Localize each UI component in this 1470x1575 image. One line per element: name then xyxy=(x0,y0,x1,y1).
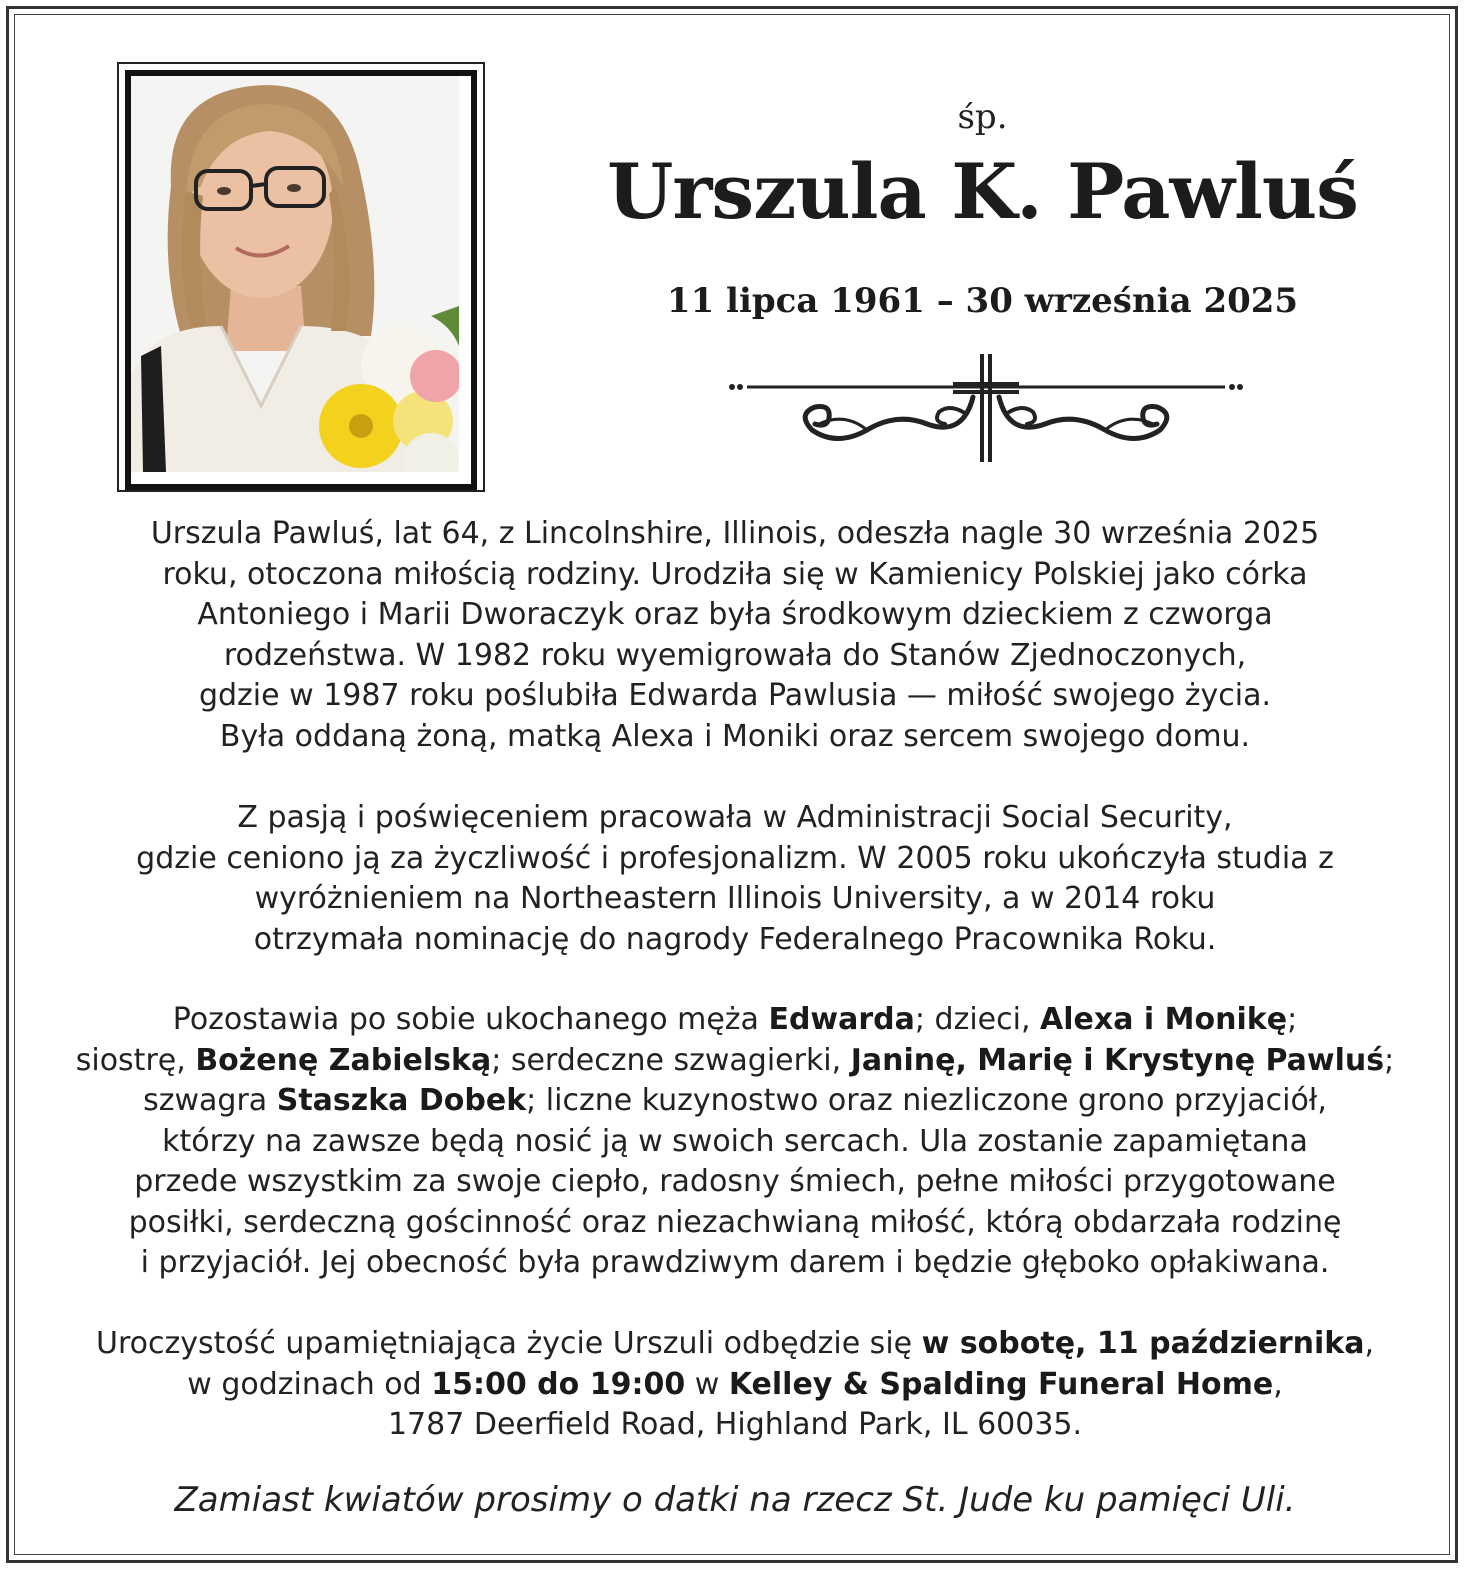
family-name-brother-in-law: Staszka Dobek xyxy=(276,1083,527,1118)
cross-scroll-ornament-icon xyxy=(727,352,1245,464)
bio-line: Urszula Pawluś, lat 64, z Lincolnshire, Illinois, odeszła nagle 30 września 2025 xyxy=(150,516,1320,551)
family-text: ; xyxy=(1287,1002,1298,1037)
life-dates: 11 lipca 1961 – 30 września 2025 xyxy=(666,281,1299,321)
career-line: Z pasją i poświęceniem pracowała w Administracji Social Security, xyxy=(237,800,1233,835)
portrait-frame xyxy=(117,62,485,492)
header xyxy=(500,95,1465,321)
family-text: szwagra xyxy=(143,1083,277,1118)
service-time: 15:00 do 19:00 xyxy=(431,1366,686,1402)
career-line: gdzie ceniono ją za życzliwość i profesjonalizm. W 2005 roku ukończyła studia z xyxy=(136,840,1334,876)
family-line: posiłki, serdeczną gościnność oraz niezachwianą miłość, którą obdarzała rodzinę xyxy=(128,1204,1342,1240)
memorial-prefix: śp. xyxy=(957,97,1008,137)
portrait-photo xyxy=(125,70,477,490)
service-text: w xyxy=(685,1366,729,1402)
bio-line: rodzeństwa. W 1982 roku wyemigrowała do Stanów Zjednoczonych, xyxy=(223,637,1247,673)
career-line: otrzymała nominację do nagrody Federalnego Pracownika Roku. xyxy=(253,921,1217,957)
bio-line: roku, otoczona miłością rodziny. Urodziła się w Kamienicy Polskiej jako córka xyxy=(162,556,1308,592)
service-address: 1787 Deerfield Road, Highland Park, IL 60035. xyxy=(387,1407,1083,1442)
family-name-children: Alexa i Monikę xyxy=(1040,1002,1288,1037)
family-name-husband: Edwarda xyxy=(768,1002,915,1037)
deceased-name: Urszula K. Pawluś xyxy=(607,147,1358,236)
biography-paragraph xyxy=(40,514,1430,757)
career-line: wyróżnieniem na Northeastern Illinois University, a w 2014 roku xyxy=(254,881,1216,916)
portrait-illustration xyxy=(131,76,459,472)
family-text: ; liczne kuzynostwo oraz niezliczone grono przyjaciół, xyxy=(526,1083,1327,1118)
family-name-sisters-in-law: Janinę, Marię i Krystynę Pawluś xyxy=(850,1042,1385,1078)
service-text: , xyxy=(1364,1326,1375,1361)
family-line: i przyjaciół. Jej obecność była prawdziwym darem i będzie głęboko opłakiwana. xyxy=(140,1245,1330,1280)
career-paragraph xyxy=(40,798,1430,960)
family-text: siostrę, xyxy=(75,1042,196,1078)
service-paragraph xyxy=(40,1324,1430,1446)
bio-line: Antoniego i Marii Dworaczyk oraz była środkowym dzieckiem z czworga xyxy=(197,597,1273,632)
family-text: ; serdeczne szwagierki, xyxy=(491,1042,851,1078)
family-paragraph xyxy=(40,1000,1430,1284)
family-text: ; xyxy=(1384,1042,1395,1078)
donation-request: Zamiast kwiatów prosimy o datki na rzecz St. Jude ku pamięci Uli. xyxy=(174,1480,1296,1520)
family-name-sister: Bożenę Zabielską xyxy=(195,1042,492,1078)
service-text: w godzinach od xyxy=(187,1366,432,1402)
service-date: w sobotę, 11 października xyxy=(921,1326,1365,1361)
family-text: Pozostawia po sobie ukochanego męża xyxy=(172,1002,769,1037)
service-text: , xyxy=(1273,1366,1283,1402)
service-venue: Kelley & Spalding Funeral Home xyxy=(728,1366,1274,1402)
bio-line: gdzie w 1987 roku poślubiła Edwarda Pawlusia — miłość swojego życia. xyxy=(198,678,1272,713)
family-text: ; dzieci, xyxy=(914,1002,1041,1037)
service-text: Uroczystość upamiętniająca życie Urszuli odbędzie się xyxy=(95,1326,922,1361)
family-line: przede wszystkim za swoje ciepło, radosny śmiech, pełne miłości przygotowane xyxy=(134,1164,1336,1199)
family-line: którzy na zawsze będą nosić ją w swoich sercach. Ula zostanie zapamiętana xyxy=(162,1123,1308,1159)
bio-line: Była oddaną żoną, matką Alexa i Moniki oraz sercem swojego domu. xyxy=(219,718,1251,754)
